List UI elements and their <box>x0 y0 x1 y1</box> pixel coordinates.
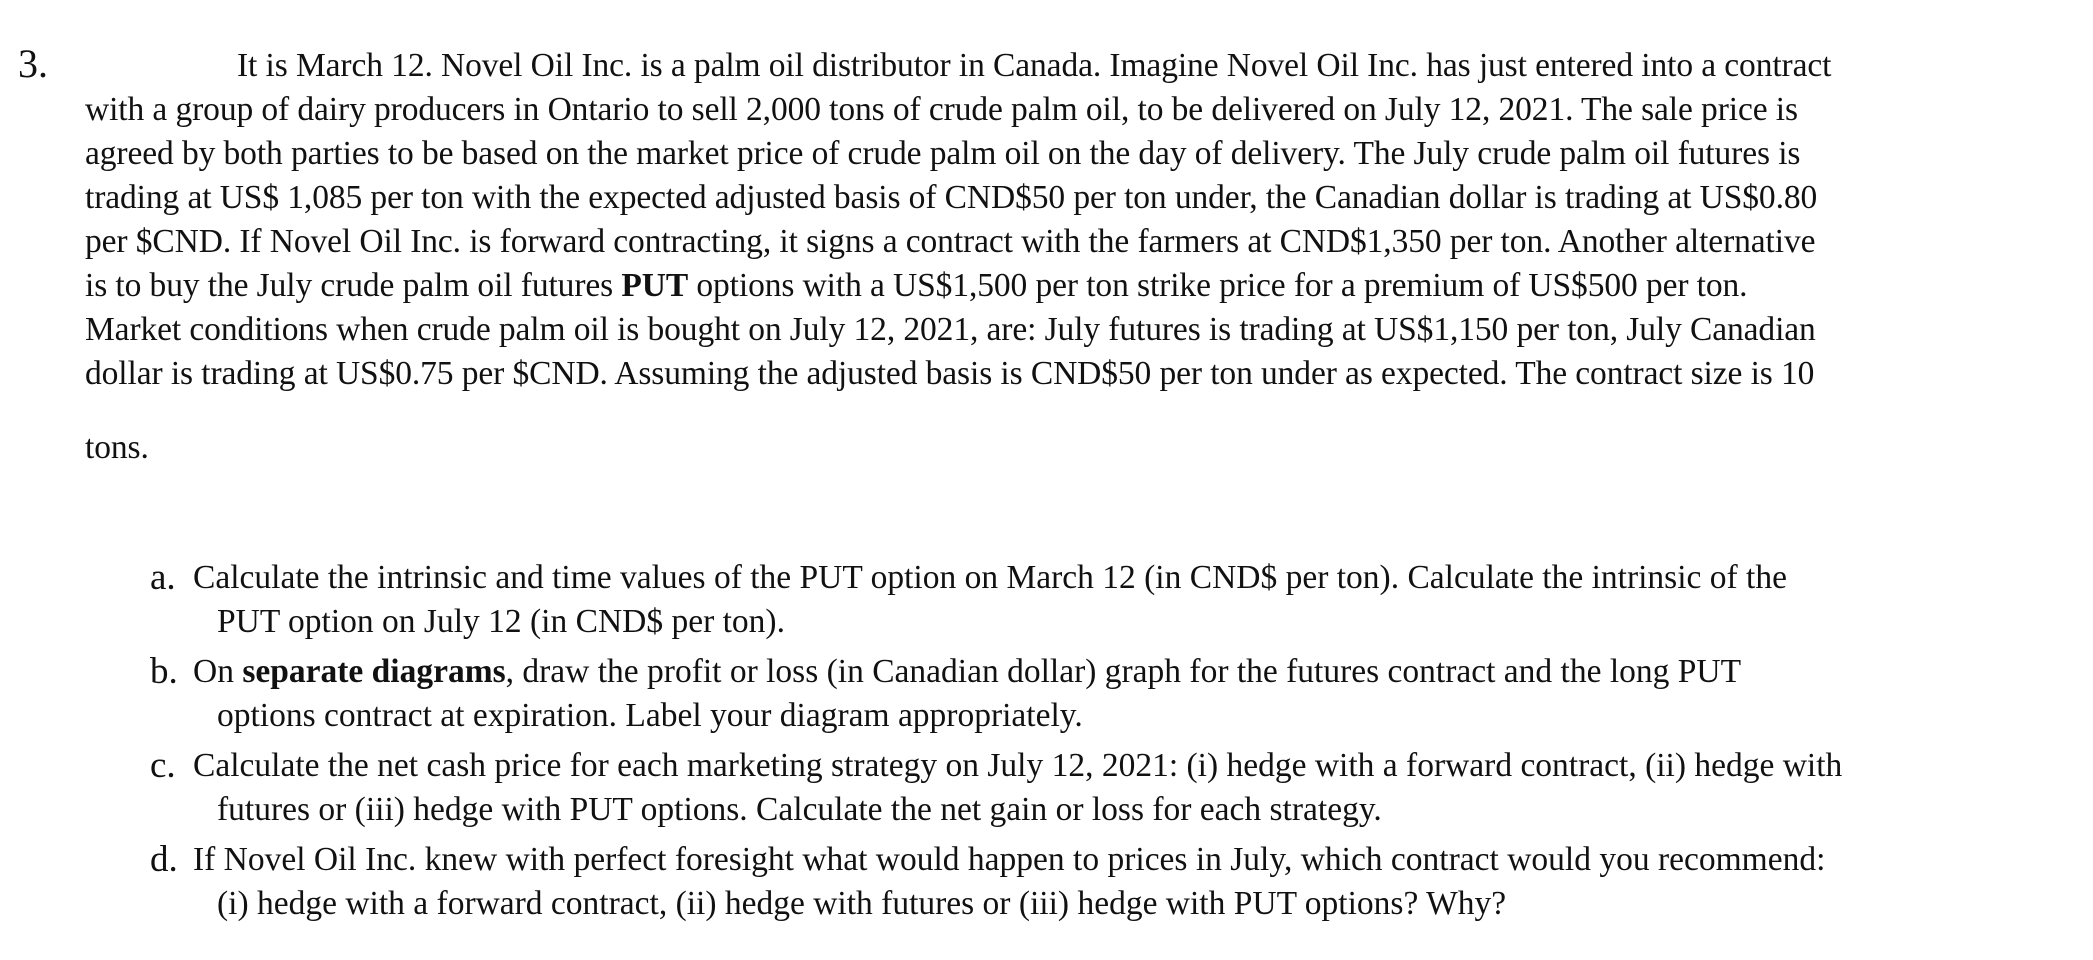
part-b-line-2: options contract at expiration. Label your diagram appropriately. <box>217 697 1083 734</box>
part-d-letter: d. <box>150 839 178 880</box>
part-b-line-1 <box>193 650 1741 694</box>
part-b-prefix: On <box>193 653 243 690</box>
line-6-before: is to buy the July crude palm oil futures <box>85 267 622 304</box>
part-c-line-1: Calculate the net cash price for each marketing strategy on July 12, 2021: (i) hedge with a forward contract, (ii) hedge with <box>193 747 1843 784</box>
question-body-line-6 <box>85 264 1747 308</box>
part-b-suffix: , draw the profit or loss (in Canadian dollar) graph for the futures contract and the long PUT <box>505 653 1742 690</box>
question-body-line-7: Market conditions when crude palm oil is bought on July 12, 2021, are: July futures is trading at US$1,150 per ton, July Canadian <box>85 311 1816 348</box>
question-body-line-8: dollar is trading at US$0.75 per $CND. Assuming the adjusted basis is CND$50 per ton under as expected. The contract size is 10 <box>85 355 1815 392</box>
question-body-line-2: with a group of dairy producers in Ontario to sell 2,000 tons of crude palm oil, to be delivered on July 12, 2021. The sale price is <box>85 91 1798 128</box>
line-6-after: options with a US$1,500 per ton strike price for a premium of US$500 per ton. <box>688 267 1748 304</box>
part-d-line-1: If Novel Oil Inc. knew with perfect foresight what would happen to prices in July, which contract would you recommend: <box>193 841 1826 878</box>
question-number: 3. <box>18 41 48 86</box>
part-c-letter: c. <box>150 745 176 786</box>
question-body-line-3: agreed by both parties to be based on the market price of crude palm oil on the day of delivery. The July crude palm oil futures is <box>85 135 1801 172</box>
part-c-line-2: futures or (iii) hedge with PUT options. Calculate the net gain or loss for each strategy. <box>217 791 1382 828</box>
put-emphasis: PUT <box>621 267 689 304</box>
part-a-line-1: Calculate the intrinsic and time values of the PUT option on March 12 (in CND$ per ton). Calculate the intrinsic of the <box>193 559 1787 596</box>
part-a-letter: a. <box>150 557 176 598</box>
question-body-line-4: trading at US$ 1,085 per ton with the expected adjusted basis of CND$50 per ton under, the Canadian dollar is trading at US$0.80 <box>85 179 1818 216</box>
part-a-line-2: PUT option on July 12 (in CND$ per ton). <box>217 603 785 640</box>
question-body-line-9: tons. <box>85 429 149 466</box>
question-body-line-1: It is March 12. Novel Oil Inc. is a palm oil distributor in Canada. Imagine Novel Oil Inc. has just entered into a contract <box>237 47 1832 84</box>
question-body-line-5: per $CND. If Novel Oil Inc. is forward contracting, it signs a contract with the farmers at CND$1,350 per ton. Another alternative <box>85 223 1816 260</box>
separate-diagrams-emphasis: separate diagrams <box>242 653 506 690</box>
part-d-line-2: (i) hedge with a forward contract, (ii) hedge with futures or (iii) hedge with PUT options? Why? <box>217 885 1507 922</box>
part-b-letter: b. <box>150 651 178 692</box>
